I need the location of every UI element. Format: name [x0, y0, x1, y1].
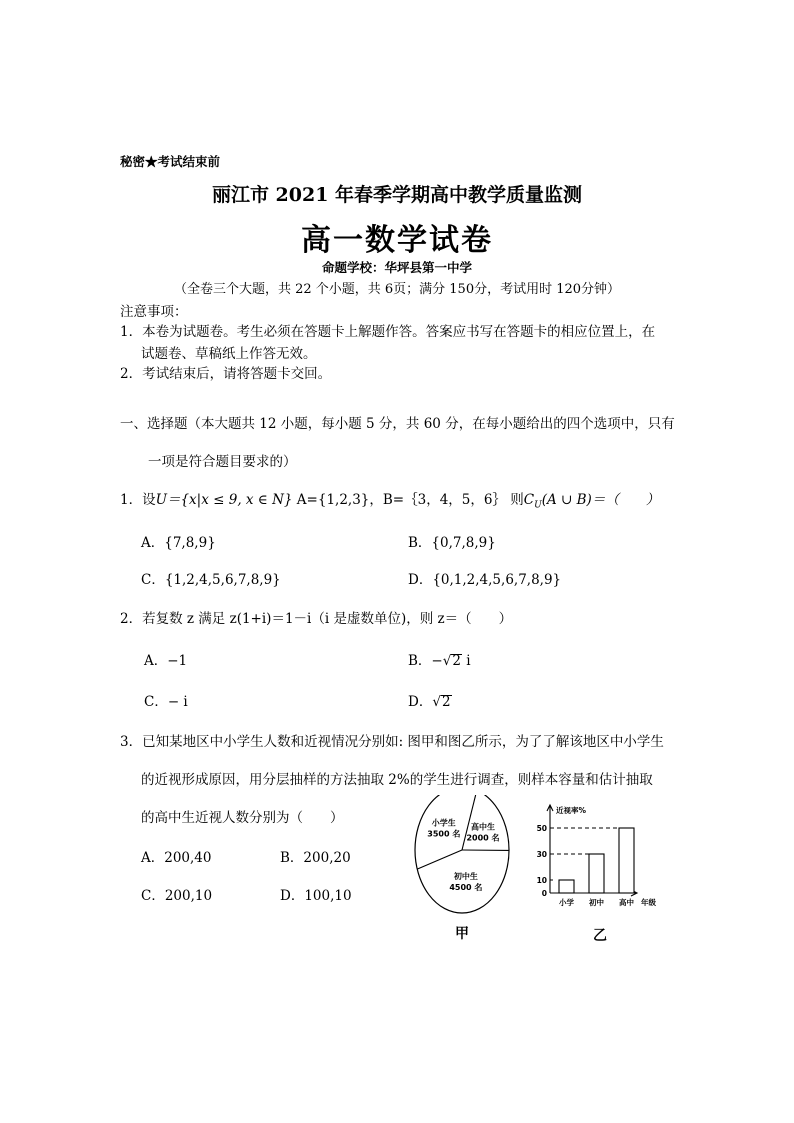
notes-heading: 注意事项： — [120, 304, 188, 320]
exam-info: （全卷三个大题，共 22 个小题，共 6页；满分 150分，考试用时 120分钟） — [173, 282, 621, 297]
y-tick-label: 30 — [536, 850, 547, 859]
q1-option-c: C．{1,2,4,5,6,7,8,9} — [141, 572, 281, 588]
y-tick-label: 50 — [536, 824, 547, 833]
q1-complement: C — [523, 492, 535, 508]
q1-option-b: B．{0,7,8,9} — [408, 535, 496, 551]
x-tick-label: 初中 — [589, 898, 604, 907]
question-3-line-3: 的高中生近视人数分别为（ ） — [141, 810, 344, 826]
bar-caption: 乙 — [593, 928, 607, 944]
x-axis-label: 年级 — [641, 898, 656, 907]
exam-subtitle: 丽江市 2021 年春季学期高中教学质量监测 — [211, 184, 583, 206]
q3-option-d: D．100,10 — [280, 888, 352, 904]
question-3-line-1: 3．已知某地区中小学生人数和近视情况分别如: 图甲和图乙所示，为了了解该地区中小学生 — [120, 734, 664, 750]
question-1-stem — [120, 488, 659, 511]
pie-slice-value: 3500 名 — [427, 829, 461, 839]
q2-option-d-root: 2 — [441, 694, 451, 710]
pie-chart — [410, 795, 520, 945]
question-3-line-2: 的近视形成原因，用分层抽样的方法抽取 2%的学生进行调查，则样本容量和估计抽取 — [141, 772, 653, 788]
x-tick-label: 小学 — [559, 898, 574, 907]
q3-option-b: B．200,20 — [280, 850, 351, 866]
q1-set-u: U＝{x|x ≤ 9, x ∈ N} — [155, 492, 293, 508]
q1-expr: (A ∪ B)＝（ ） — [541, 492, 660, 508]
pie-caption: 甲 — [455, 926, 469, 942]
q2-option-a: A．−1 — [144, 653, 188, 669]
pie-slice-label: 初中生 — [453, 872, 478, 882]
bar — [619, 828, 634, 893]
pie-slice-boundary — [417, 850, 462, 869]
pie-slice-value: 4500 名 — [449, 883, 483, 893]
q2-option-b-suffix: i — [461, 653, 471, 669]
q1-then: 则 — [510, 492, 524, 508]
y-tick-label: 10 — [536, 876, 547, 885]
sqrt-icon: √ — [432, 694, 441, 710]
note-item-2: 2．考试结束后，请将答题卡交回。 — [120, 366, 332, 382]
q1-set-ab: A={1,2,3}，B=｛3，4，5，6｝ — [296, 492, 506, 508]
exam-school: 命题学校：华坪县第一中学 — [321, 260, 472, 275]
q2-option-d-prefix: D． — [408, 694, 433, 710]
sqrt-icon: √ — [442, 653, 452, 669]
section-1-heading-cont: 一项是符合题目要求的） — [148, 454, 297, 470]
q3-option-a: A．200,40 — [141, 850, 212, 866]
y-axis-label: 近视率% — [556, 806, 587, 815]
exam-title: 高一数学试卷 — [301, 223, 493, 258]
pie-slice-value: 2000 名 — [466, 833, 500, 843]
pie-outline — [415, 795, 509, 913]
x-tick-label: 高中 — [619, 898, 634, 907]
bar — [589, 854, 604, 893]
q2-option-b-prefix: B．− — [408, 653, 443, 669]
q3-option-c: C．200,10 — [141, 888, 213, 904]
question-2-stem: 2．若复数 z 满足 z(1+i)＝1－i（i 是虚数单位)，则 z＝（ ） — [120, 611, 513, 627]
section-1-heading: 一、选择题（本大题共 12 小题，每小题 5 分，共 60 分，在每小题给出的四个选项中，只有 — [120, 416, 675, 432]
q2-option-c: C．− i — [144, 694, 188, 710]
pie-slice-label: 高中生 — [471, 822, 495, 832]
secret-label: 秘密★考试结束前 — [120, 154, 221, 169]
bar — [559, 880, 574, 893]
note-item-1: 1．本卷为试题卷。考生必须在答题卡上解题作答。答案应书写在答题卡的相应位置上，在 — [120, 324, 656, 340]
bar-chart — [532, 800, 672, 945]
pie-slice-label: 小学生 — [431, 818, 456, 828]
q1-option-d: D．{0,1,2,4,5,6,7,8,9} — [408, 572, 562, 588]
q2-option-b — [408, 649, 471, 669]
note-item-1-cont: 试题卷、草稿纸上作答无效。 — [141, 346, 317, 362]
q1-option-a: A．{7,8,9} — [141, 535, 216, 551]
y-tick-label: 0 — [541, 889, 547, 898]
q2-option-b-root: 2 — [452, 653, 461, 669]
q1-prefix: 1．设 — [120, 492, 156, 508]
q2-option-d — [408, 690, 452, 710]
q1-complement-sub: U — [534, 500, 542, 511]
